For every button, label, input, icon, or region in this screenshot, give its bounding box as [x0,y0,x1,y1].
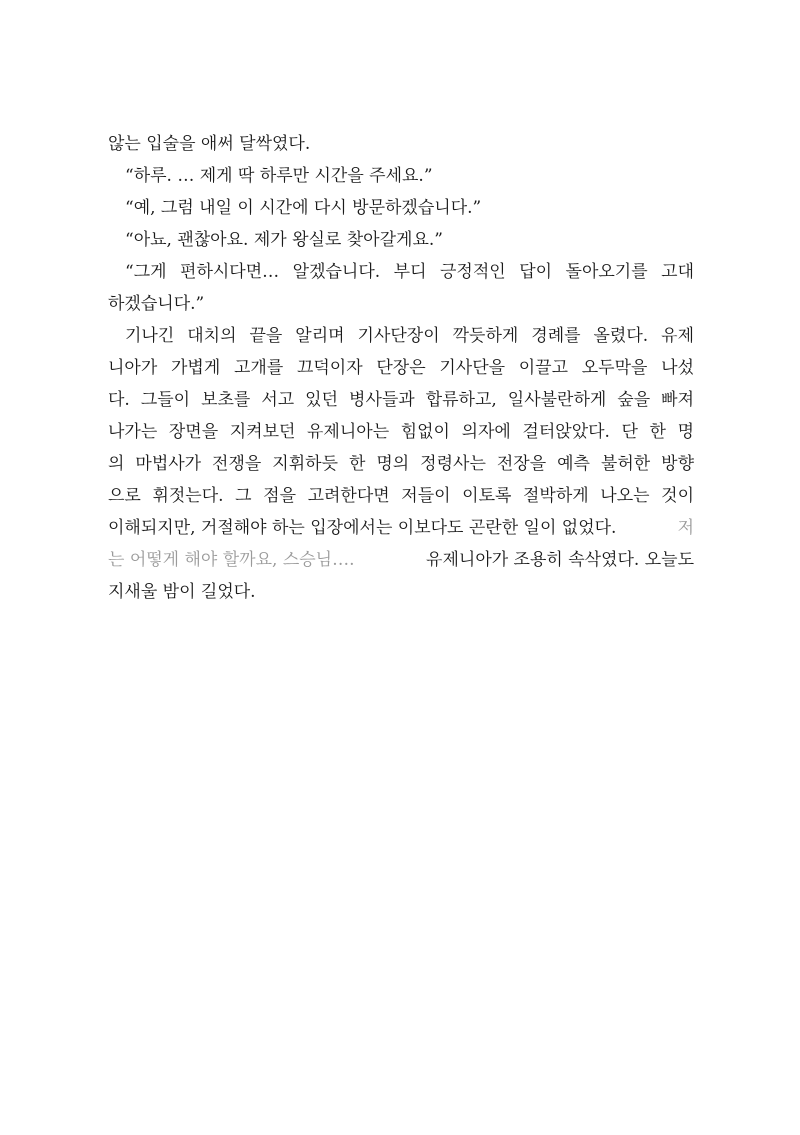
text-line: 기나긴 대치의 끝을 알리며 기사단장이 깍듯하게 경례를 올렸다. 유제 [125,326,694,346]
text-line: 지새울 밤이 길었다. [108,582,256,602]
document-body [108,128,694,608]
monologue-text: 저 [677,518,694,538]
text-segment: 이해되지만, 거절해야 하는 입장에서는 이보다도 곤란한 일이 없었다. [108,518,617,538]
text-line: 니아가 가볍게 고개를 끄덕이자 단장은 기사단을 이끌고 오두막을 나섰 [108,358,694,378]
text-line: 나가는 장면을 지켜보던 유제니아는 힘없이 의자에 걸터앉았다. 단 한 명 [108,422,694,442]
text-line: “하루. … 제게 딱 하루만 시간을 주세요.” [125,166,433,186]
text-segment: 유제니아가 조용히 속삭였다. 오늘도 [426,550,694,570]
text-line-mixed [108,512,694,544]
monologue-text: 는 어떻게 해야 할까요, 스승님…. [108,550,355,570]
text-line: 다. 그들이 보초를 서고 있던 병사들과 합류하고, 일사불란하게 숲을 빠져 [108,390,694,410]
text-line-mixed [108,544,694,576]
text-line: 의 마법사가 전쟁을 지휘하듯 한 명의 정령사는 전장을 예측 불허한 방향 [108,454,694,474]
text-line: 으로 휘젓는다. 그 점을 고려한다면 저들이 이토록 절박하게 나오는 것이 [108,486,694,506]
text-line: 하겠습니다.” [108,294,205,314]
text-line: “예, 그럼 내일 이 시간에 다시 방문하겠습니다.” [125,198,482,218]
text-line: 않는 입술을 애써 달싹였다. [108,134,311,154]
text-line: “그게 편하시다면… 알겠습니다. 부디 긍정적인 답이 돌아오기를 고대 [125,262,694,282]
text-line: “아뇨, 괜찮아요. 제가 왕실로 찾아갈게요.” [125,230,443,250]
